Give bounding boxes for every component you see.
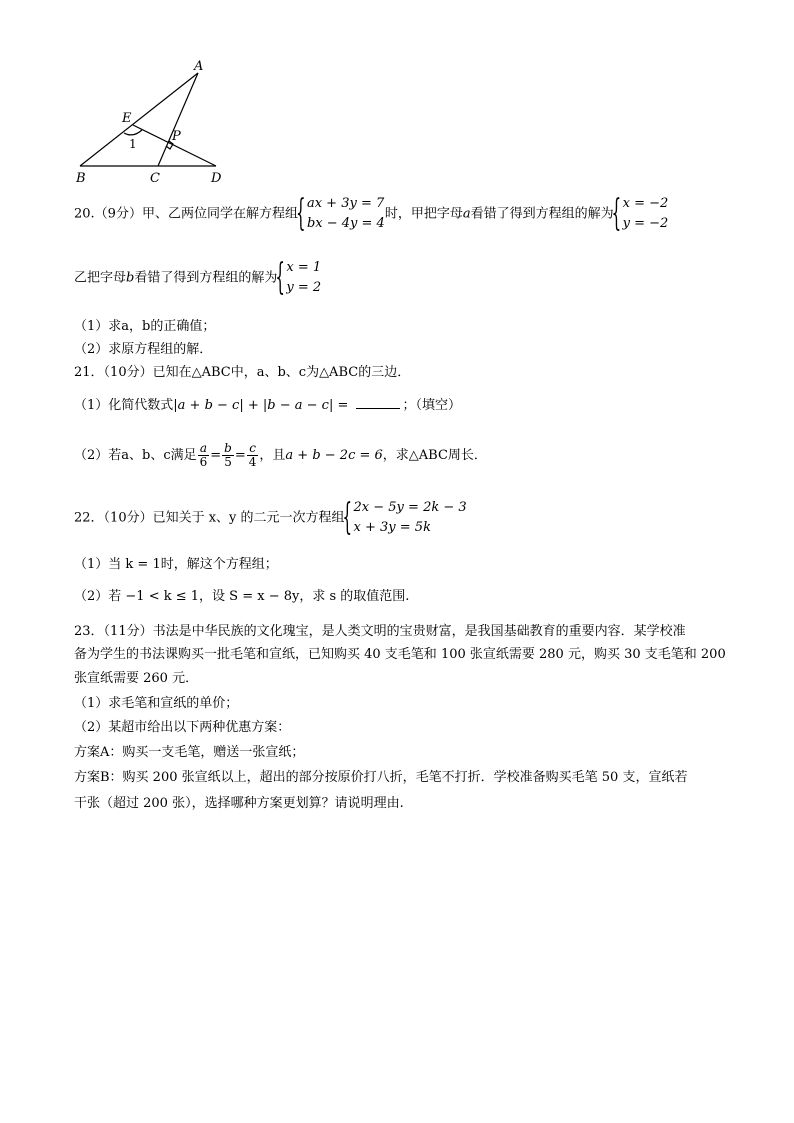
label-A: A	[194, 59, 204, 74]
q20-letter-b: b	[126, 270, 135, 286]
q21-p2-pre: （2）若a、b、c满足	[74, 448, 197, 463]
q23-plan-a: 方案A：购买一支毛笔，赠送一张宣纸；	[74, 745, 305, 760]
q21-p1-pre: （1）化简代数式	[74, 398, 174, 413]
label-B: B	[76, 171, 86, 186]
q20-letter-a: a	[462, 206, 471, 222]
q20-line2	[74, 258, 321, 298]
q21-frac-b: $\frac{b}{5}$	[224, 441, 232, 469]
q21-eq: =	[333, 398, 353, 413]
q21-plus: +	[243, 398, 263, 413]
q22-system: { 2x − 5y = 2k − 3 x + 3y = 5k	[345, 498, 467, 538]
q22-part2: （2）若 −1 < k ≤ 1，设 S = x − 8y，求 s 的取值范围.	[74, 589, 410, 604]
label-D: D	[211, 171, 222, 186]
triangle-figure	[66, 56, 236, 188]
label-angle-1: 1	[129, 137, 137, 151]
segment-AC	[158, 73, 198, 166]
q21-head: 21．（10分）已知在△ABC中，a、b、c为△ABC的三边．	[74, 365, 411, 380]
q20-solution-b: { x = 1 y = 2	[277, 258, 321, 298]
label-C: C	[150, 171, 160, 186]
q20-part2: （2）求原方程组的解．	[74, 342, 213, 357]
q20-mid2: 看错了得到方程组的解为	[470, 206, 614, 222]
q21-p1-post: ；（填空）	[402, 398, 462, 413]
q21-frac-a: $\frac{a}{6}$	[199, 441, 208, 469]
q20-solution-a: { x = −2 y = −2	[614, 194, 669, 234]
q22-part1: （1）当 k = 1时，解这个方程组；	[74, 557, 278, 572]
q23-plan-b-line2: 干张（超过 200 张），选择哪种方案更划算？请说明理由.	[74, 796, 404, 811]
q20-line2-mid: 看错了得到方程组的解为	[134, 270, 278, 286]
q23-plan-b-line1: 方案B：购买 200 张宣纸以上，超出的部分按原价打八折，毛笔不打折．学校准备购买毛笔 50 支，宣纸若	[74, 770, 688, 785]
q23-line1: 23．（11分）书法是中华民族的文化瑰宝，是人类文明的宝贵财富，是我国基础教育的重要内容．某学校准	[74, 624, 686, 639]
q21-condition: a + b − 2c = 6	[285, 448, 383, 463]
segment-BA	[80, 73, 198, 166]
q20-line2-pre: 乙把字母	[74, 270, 127, 286]
label-P: P	[172, 129, 181, 144]
q21-part1	[74, 396, 461, 415]
q20-mid: 时，甲把字母	[384, 206, 463, 222]
q20-line1	[74, 194, 668, 234]
q22-line1	[74, 498, 467, 538]
q21-frac-c: $\frac{c}{4}$	[248, 441, 257, 469]
q22-head: 22．（10分）已知关于 x、y 的二元一次方程组	[74, 510, 345, 526]
q21-p2-mid: ，且	[259, 448, 286, 463]
q21-p2-post: ，求△ABC周长．	[382, 448, 487, 463]
q20-part1: （1）求a，b的正确值；	[74, 319, 216, 334]
q23-line3: 张宣纸需要 260 元．	[74, 671, 199, 686]
q20-system: { ax + 3y = 7 bx − 4y = 4	[298, 194, 385, 234]
q21-part2: （2）若a、b、c满足 $\frac{a}{6}$ = $\frac{b}{5}$ = $\frac{c}{4}$ ，且a + b − 2c = 6，求△ABC周长．	[74, 441, 487, 469]
q21-abs1: |a + b − c|	[173, 398, 244, 413]
angle-arc	[124, 130, 142, 135]
q23-line2: 备为学生的书法课购买一批毛笔和宣纸，已知购买 40 支毛笔和 100 张宣纸需要 280 元，购买 30 支毛笔和 200	[74, 647, 726, 662]
q21-abs2: |b − a − c|	[262, 398, 334, 413]
q23-part2: （2）某超市给出以下两种优惠方案：	[74, 720, 291, 735]
q23-part1: （1）求毛笔和宣纸的单价；	[74, 696, 239, 711]
q21-answer-blank[interactable]	[356, 396, 400, 409]
label-E: E	[122, 111, 132, 126]
q20-head: 20.（9分）甲、乙两位同学在解方程组	[74, 206, 298, 222]
